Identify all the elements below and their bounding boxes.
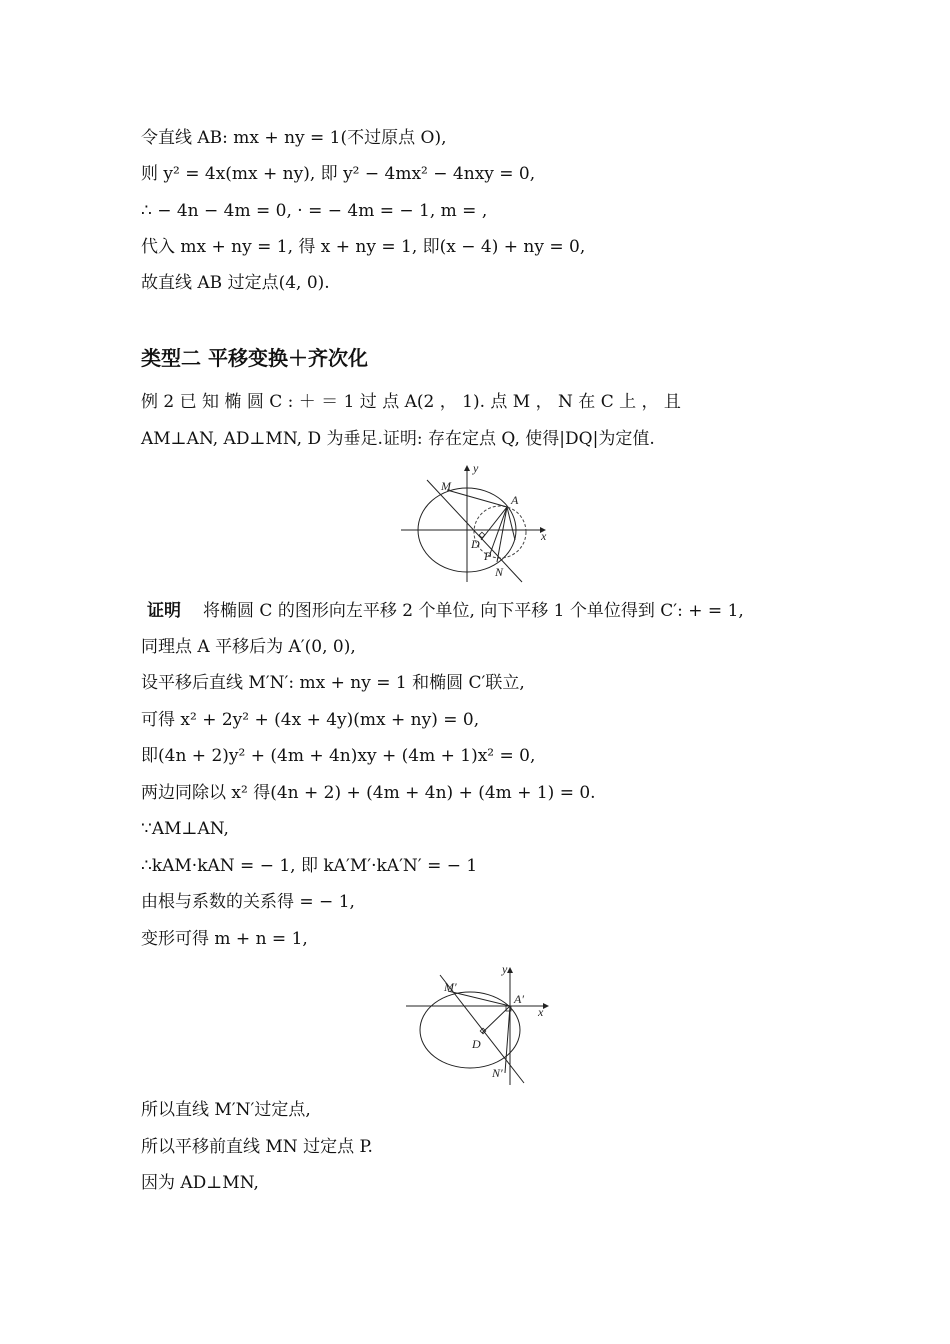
text-line: 可得 x² + 2y² + (4x + 4y)(mx + ny) = 0, bbox=[141, 710, 480, 730]
text-line: 令直线 AB: mx + ny = 1(不过原点 O), bbox=[141, 128, 447, 148]
x-label: x bbox=[538, 1005, 544, 1019]
text-line: 将椭圆 C 的图形向左平移 2 个单位, 向下平移 1 个单位得到 C′: + = 1, bbox=[203, 601, 744, 621]
figure-ellipse-1 bbox=[395, 460, 560, 585]
figure-ellipse-2 bbox=[402, 963, 557, 1088]
label-n: N bbox=[495, 565, 504, 579]
x-label: x bbox=[541, 529, 547, 543]
text-line: 设平移后直线 M′N′: mx + ny = 1 和椭圆 C′联立, bbox=[141, 673, 525, 693]
line-mn bbox=[427, 480, 522, 582]
text-line: ∴kAM·kAN = − 1, 即 kA′M′·kA′N′ = − 1 bbox=[141, 856, 478, 876]
label-a-prime: A′ bbox=[514, 992, 524, 1006]
ellipse-c-prime bbox=[420, 992, 520, 1068]
text-line: 由根与系数的关系得 = − 1, bbox=[141, 892, 355, 912]
label-n-prime: N′ bbox=[492, 1066, 503, 1080]
text-line: 故直线 AB 过定点(4, 0). bbox=[141, 273, 330, 293]
segment-am bbox=[447, 490, 507, 507]
text-line: 因为 AD⊥MN, bbox=[141, 1173, 259, 1193]
label-m: M bbox=[441, 479, 451, 493]
section-heading: 类型二 平移变换＋齐次化 bbox=[141, 346, 368, 370]
text-line: 变形可得 m + n = 1, bbox=[141, 929, 308, 949]
y-label: y bbox=[502, 963, 508, 976]
example-text: 例 2 已 知 椭 圆 C : ＋ ＝ 1 过 点 A(2 ， 1). 点 M ， N 在 C 上 ， 且 bbox=[141, 392, 681, 412]
label-d: D bbox=[472, 1037, 481, 1051]
label-d: D bbox=[471, 537, 480, 551]
text-line: 即(4n + 2)y² + (4m + 4n)xy + (4m + 1)x² = 0, bbox=[141, 746, 536, 766]
segment-a-m bbox=[448, 991, 510, 1006]
text-line: 同理点 A 平移后为 A′(0, 0), bbox=[141, 637, 356, 657]
text-line: 所以直线 M′N′过定点, bbox=[141, 1100, 311, 1120]
text-line: ∵AM⊥AN, bbox=[141, 819, 229, 839]
example-text: AM⊥AN, AD⊥MN, D 为垂足.证明: 存在定点 Q, 使得|DQ|为定值. bbox=[141, 429, 655, 449]
proof-label: 证明 bbox=[147, 601, 181, 621]
y-label: y bbox=[473, 461, 479, 475]
text-line: 则 y² = 4x(mx + ny), 即 y² − 4mx² − 4nxy = 0, bbox=[141, 164, 536, 184]
segment-an bbox=[497, 507, 507, 562]
label-a: A bbox=[511, 493, 519, 507]
text-line: 所以平移前直线 MN 过定点 P. bbox=[141, 1137, 373, 1157]
label-m-prime: M′ bbox=[444, 980, 457, 994]
text-line: 两边同除以 x² 得(4n + 2) + (4m + 4n) + (4m + 1) = 0. bbox=[141, 783, 596, 803]
text-line: 代入 mx + ny = 1, 得 x + ny = 1, 即(x − 4) + ny = 0, bbox=[141, 237, 586, 257]
segment-a-n bbox=[505, 1006, 510, 1073]
label-p: P bbox=[484, 549, 492, 563]
text-line: ∴ − 4n − 4m = 0, · = − 4m = − 1, m = , bbox=[141, 201, 488, 221]
